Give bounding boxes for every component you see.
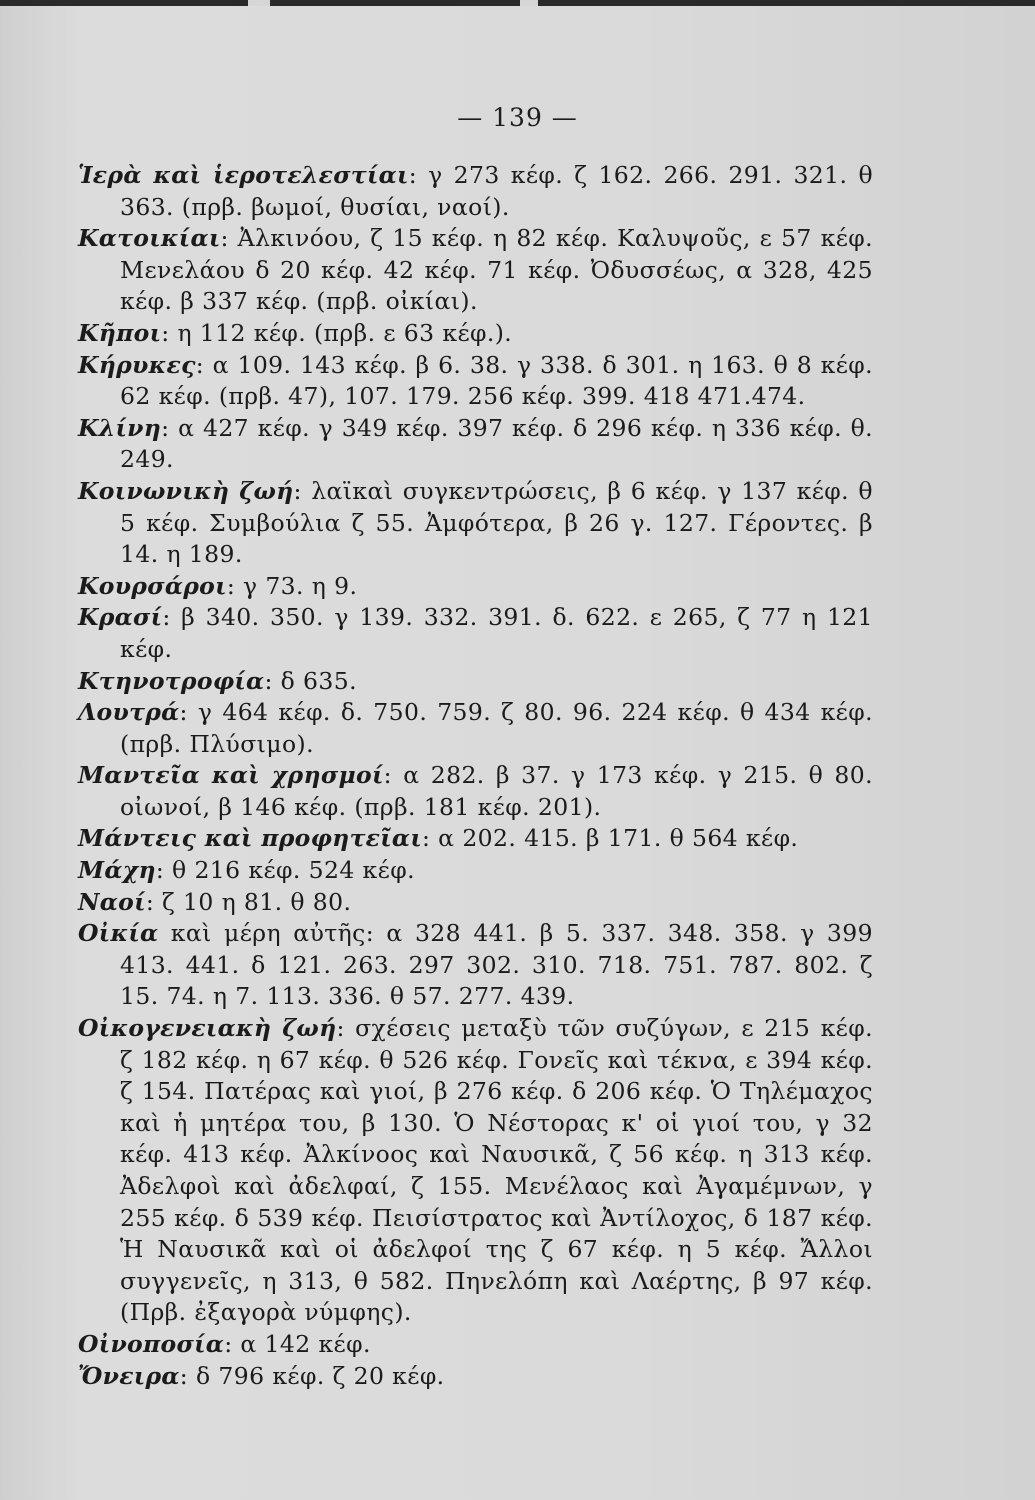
index-term: Κοινωνικὴ ζωή	[78, 476, 294, 505]
index-references: : β 340. 350. γ 139. 332. 391. δ. 622. ε 265, ζ 77 η 121 κέφ.	[120, 603, 873, 663]
index-term: Κατοικίαι	[78, 224, 221, 253]
page-number: — 139 —	[457, 103, 578, 132]
index-references: : α 142 κέφ.	[224, 1329, 371, 1358]
index-references: : α 282. β 37. γ 173 κέφ. γ 215. θ 80. οἰωνοί, β 146 κέφ. (πρβ. 181 κέφ. 201).	[120, 761, 873, 821]
index-references: : α 109. 143 κέφ. β 6. 38. γ 338. δ 301. η 163. θ 8 κέφ. 62 κέφ. (πρβ. 47), 107. 179. 256 κέφ. 399. 418 471.474.	[120, 350, 873, 411]
index-entry	[78, 413, 873, 476]
index-entry	[78, 1013, 873, 1329]
index-term: Κῆποι	[78, 318, 162, 347]
index-entry	[78, 918, 873, 1013]
scan-top-edge	[0, 0, 1035, 6]
index-references: : σχέσεις μεταξὺ τῶν συζύγων, ε 215 κέφ. ζ 182 κέφ. η 67 κέφ. θ 526 κέφ. Γονεῖς καὶ τέκνα, ε 394 κέφ. ζ 154. Πατέρας καὶ γιοί, β 276 κέφ. δ 206 κέφ. Ὁ Τηλέμαχος καὶ ἡ μητέρα του, β 130. Ὁ Νέστορας κ' οἱ γιοί του, γ 32 κέφ. 413 κέφ. Ἀλκίνοος καὶ Ναυσικᾶ, ζ 56 κέφ. η 313 κέφ. Ἀδελφοὶ καὶ ἀδελφαί, ζ 155. Μενέλαος καὶ Ἀγαμέμνων, γ 255 κέφ. δ 539 κέφ. Πεισίστρατος καὶ Ἀντίλοχος, δ 187 κέφ. Ἡ Ναυσικᾶ καὶ οἱ ἀδελφοί της ζ 67 κέφ. η 5 κέφ. Ἄλλοι συγγενεῖς, η 313, θ 582. Πηνελόπη καὶ Λαέρτης, β 97 κέφ. (Πρβ. ἐξαγορὰ νύμφης).	[120, 1014, 873, 1327]
index-term: Μαντεῖα καὶ χρησμοί	[78, 761, 384, 790]
index-term: Οἰκία	[78, 919, 159, 948]
index-entry	[78, 350, 873, 413]
index-term: Κουρσάροι	[78, 571, 227, 600]
index-term: Μάχη	[78, 856, 156, 885]
index-entry	[78, 571, 873, 603]
index-entry	[78, 823, 873, 855]
index-entry	[78, 887, 873, 919]
index-entry	[78, 666, 873, 698]
index-references: : γ 273 κέφ. ζ 162. 266. 291. 321. θ 363. (πρβ. βωμοί, θυσίαι, ναοί).	[120, 161, 873, 221]
index-references: καὶ μέρη αὐτῆς: α 328 441. β 5. 337. 348. 358. γ 399 413. 441. δ 121. 263. 297 302. 310. 718. 751. 787. 802. ζ 15. 74. η 7. 113. 336. θ 57. 277. 439.	[120, 919, 873, 1011]
index-entries	[78, 160, 873, 1392]
index-term: Οἰκογενειακὴ ζωή	[78, 1014, 337, 1043]
index-term: Κλίνη	[78, 413, 162, 442]
index-references: : δ 635.	[264, 666, 357, 695]
index-entry	[78, 223, 873, 318]
index-references: : θ 216 κέφ. 524 κέφ.	[155, 856, 415, 885]
index-references: : γ 73. η 9.	[226, 571, 358, 600]
index-entry	[78, 1329, 873, 1361]
index-term: Οἰνοποσία	[78, 1329, 225, 1358]
index-entry	[78, 855, 873, 887]
index-term: Ναοί	[78, 887, 146, 916]
index-term: Λουτρά	[78, 698, 180, 727]
index-entry	[78, 697, 873, 760]
index-term: Ὄνειρα	[78, 1361, 180, 1390]
index-entry	[78, 1361, 873, 1393]
index-references: : η 112 κέφ. (πρβ. ε 63 κέφ.).	[161, 318, 513, 347]
index-references: : γ 464 κέφ. δ. 750. 759. ζ 80. 96. 224 κέφ. θ 434 κέφ. (πρβ. Πλύσιμο).	[120, 698, 873, 758]
index-term: Μάντεις καὶ προφητεῖαι	[78, 824, 422, 853]
index-references: : δ 796 κέφ. ζ 20 κέφ.	[179, 1361, 445, 1390]
index-entry	[78, 160, 873, 223]
index-entry	[78, 476, 873, 571]
index-references: : α 427 κέφ. γ 349 κέφ. 397 κέφ. δ 296 κέφ. η 336 κέφ. θ. 249.	[120, 413, 873, 474]
index-references: : λαϊκαὶ συγκεντρώσεις, β 6 κέφ. γ 137 κέφ. θ 5 κέφ. Συμβούλια ζ 55. Ἀμφότερα, β 26 γ. 127. Γέροντες. β 14. η 189.	[120, 476, 873, 569]
index-term: Κρασί	[78, 603, 163, 632]
index-term: Κήρυκες	[78, 350, 196, 379]
index-references: : Ἀλκινόου, ζ 15 κέφ. η 82 κέφ. Καλυψοῦς, ε 57 κέφ. Μενελάου δ 20 κέφ. 42 κέφ. 71 κέφ. Ὀδυσσέως, α 328, 425 κέφ. β 337 κέφ. (πρβ. οἰκίαι).	[120, 224, 873, 316]
index-entry	[78, 318, 873, 350]
index-entry	[78, 760, 873, 823]
index-references: : ζ 10 η 81. θ 80.	[145, 887, 352, 916]
index-term: Κτηνοτροφία	[78, 666, 265, 695]
index-term: Ἱερὰ καὶ ἱεροτελεστίαι	[78, 161, 409, 189]
index-entry	[78, 602, 873, 665]
index-references: : α 202. 415. β 171. θ 564 κέφ.	[422, 824, 799, 853]
